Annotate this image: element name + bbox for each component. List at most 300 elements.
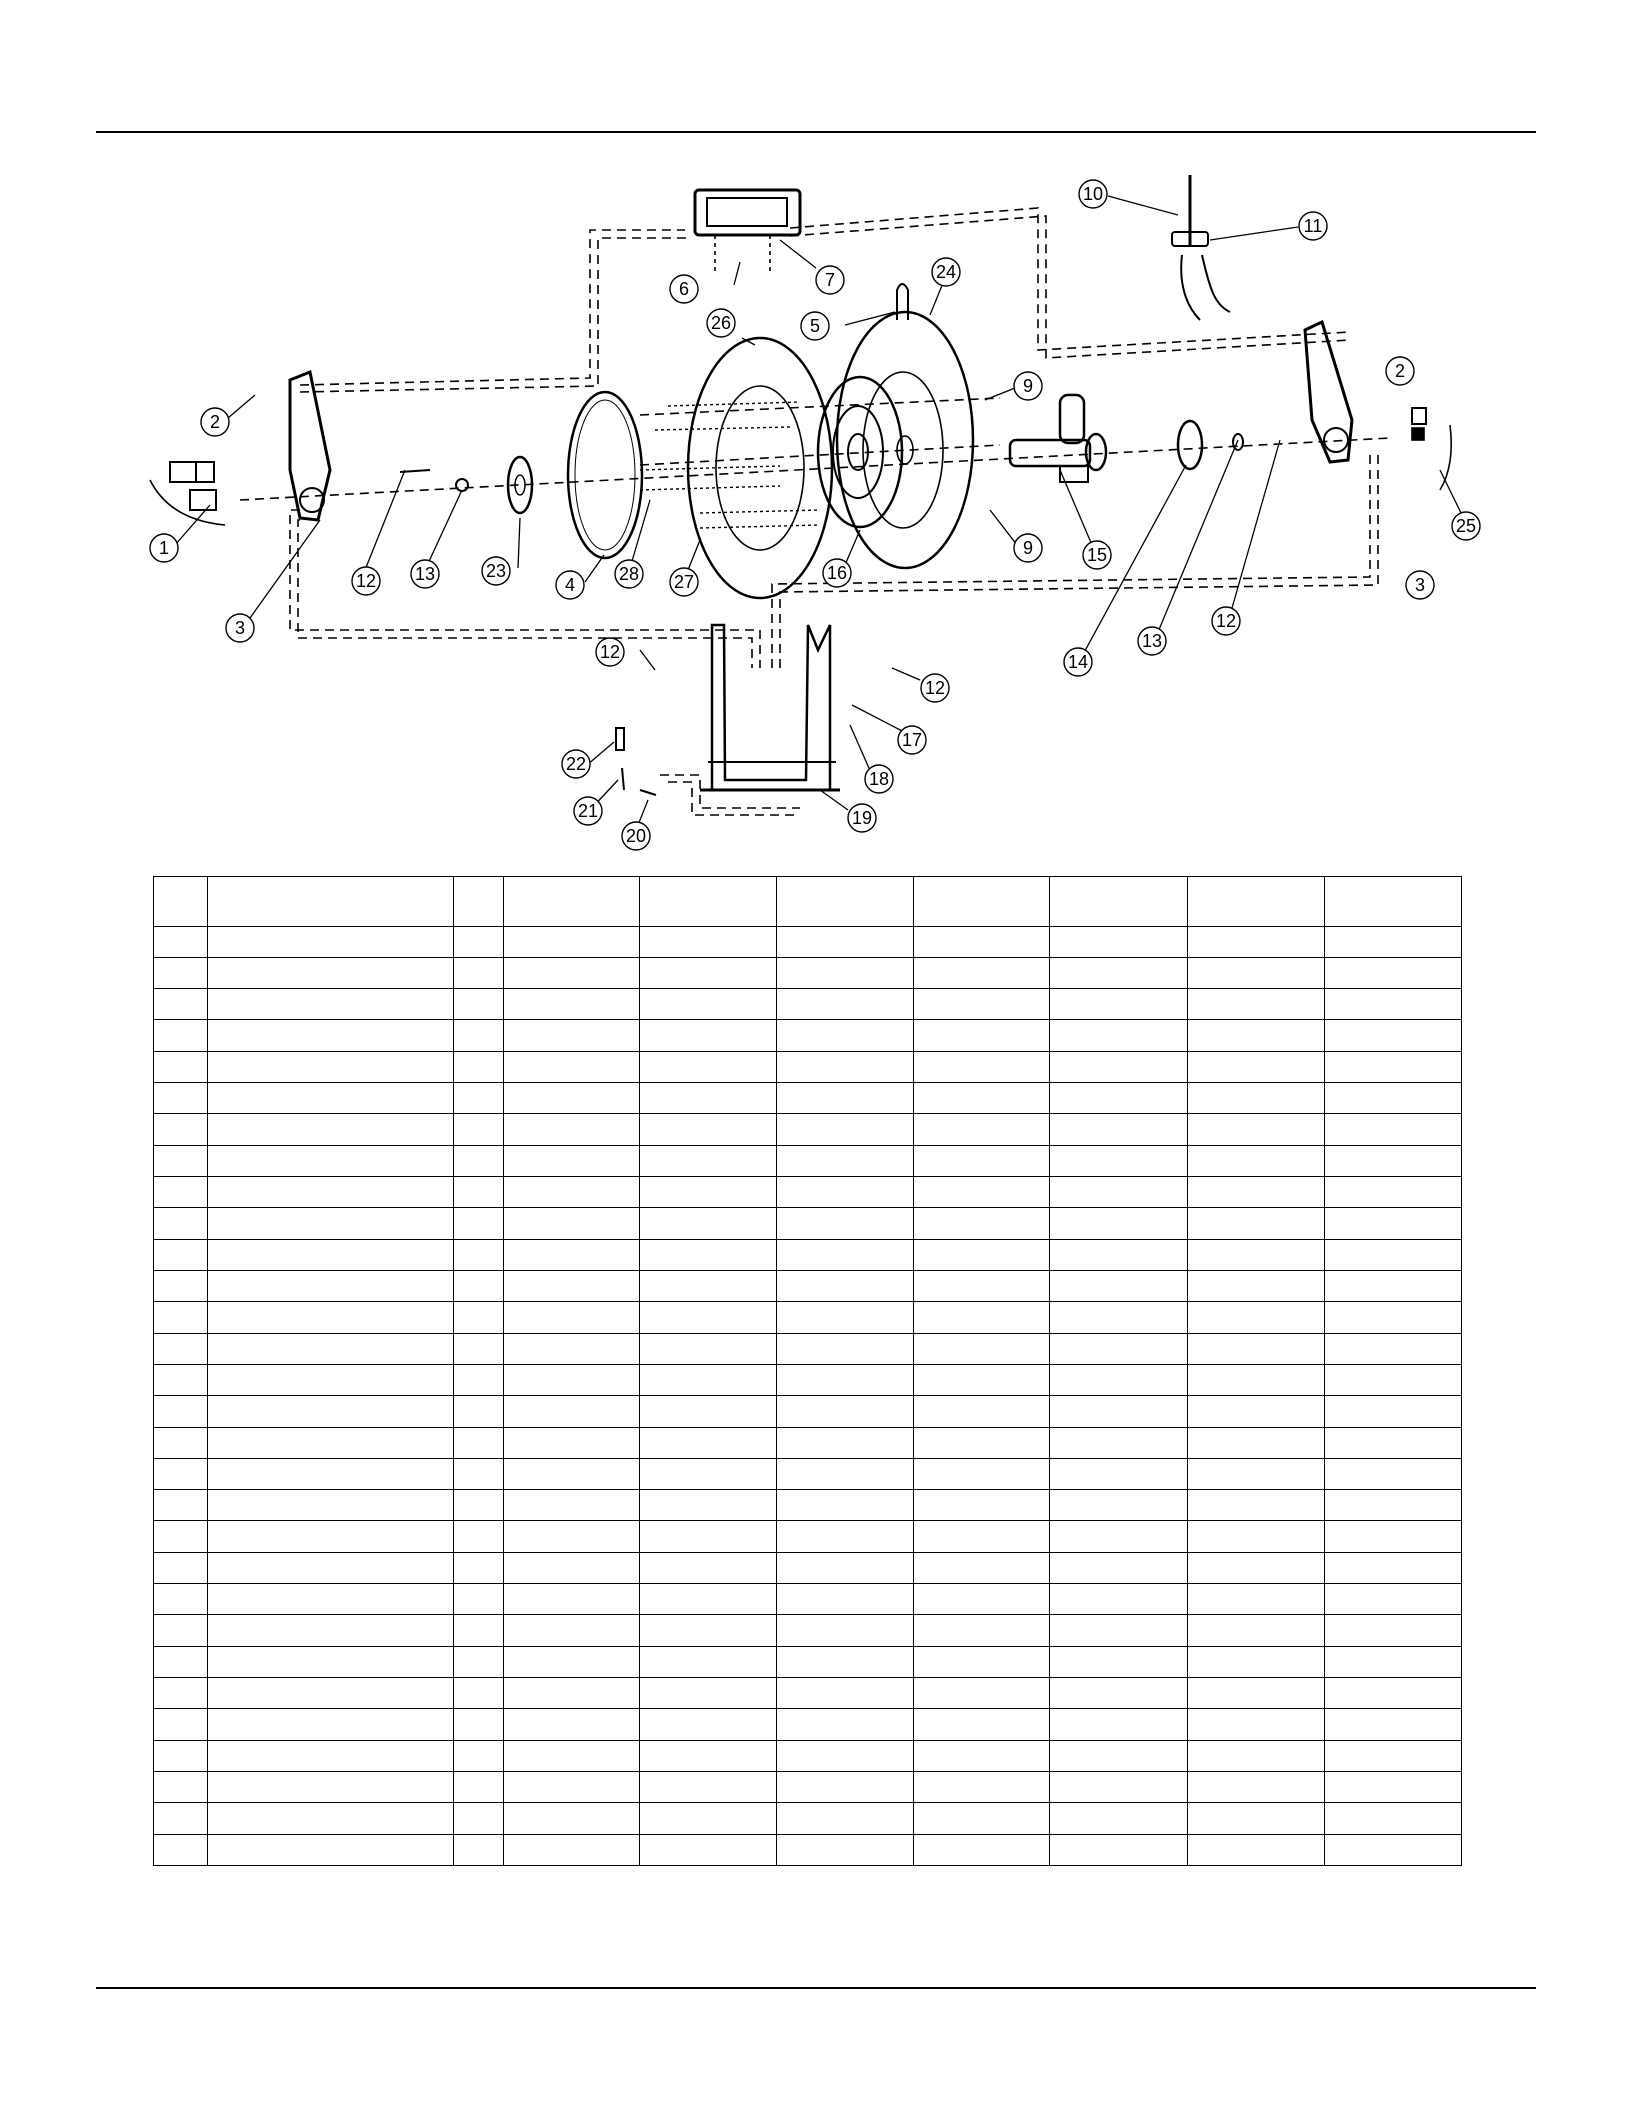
table-cell <box>454 1740 504 1771</box>
table-cell <box>454 1678 504 1709</box>
table-cell <box>777 1771 914 1802</box>
table-cell <box>1050 1270 1188 1301</box>
table-cell <box>208 1020 454 1051</box>
svg-text:28: 28 <box>618 564 640 584</box>
table-cell <box>777 1552 914 1583</box>
callout-24 <box>932 258 960 286</box>
callout-12-left <box>352 567 380 595</box>
table-cell <box>914 1333 1050 1364</box>
table-cell <box>1188 1177 1325 1208</box>
table-cell <box>640 1239 777 1270</box>
table-cell <box>640 1834 777 1865</box>
callout-7 <box>816 266 844 294</box>
table-cell <box>504 957 640 988</box>
table-cell <box>154 989 208 1020</box>
table-cell <box>1188 877 1325 927</box>
table-cell <box>1050 1521 1188 1552</box>
svg-text:24: 24 <box>935 262 957 282</box>
table-cell <box>154 1177 208 1208</box>
table-row <box>154 1364 1462 1395</box>
svg-text:12: 12 <box>355 571 377 591</box>
table-cell <box>1325 1740 1462 1771</box>
svg-text:1: 1 <box>158 538 170 558</box>
callout-10 <box>1079 180 1107 208</box>
table-row <box>154 1458 1462 1489</box>
table-cell <box>154 1771 208 1802</box>
table-cell <box>1325 1333 1462 1364</box>
table-cell <box>777 1114 914 1145</box>
table-cell <box>208 1114 454 1145</box>
svg-text:20: 20 <box>625 826 647 846</box>
table-cell <box>208 1177 454 1208</box>
table-cell <box>154 1302 208 1333</box>
table-cell <box>154 926 208 957</box>
table-cell <box>154 1396 208 1427</box>
table-cell <box>504 1521 640 1552</box>
table-cell <box>504 1020 640 1051</box>
callout-9-top <box>1014 372 1042 400</box>
table-cell <box>914 1740 1050 1771</box>
table-cell <box>154 1083 208 1114</box>
table-cell <box>454 1364 504 1395</box>
table-cell <box>208 1208 454 1239</box>
table-cell <box>208 1427 454 1458</box>
callout-27 <box>670 568 698 596</box>
table-cell <box>1325 1020 1462 1051</box>
table-row <box>154 1177 1462 1208</box>
table-cell <box>640 1145 777 1176</box>
table-cell <box>208 1771 454 1802</box>
svg-text:7: 7 <box>824 270 836 290</box>
table-cell <box>777 989 914 1020</box>
callout-23 <box>482 557 510 585</box>
table-cell <box>777 1239 914 1270</box>
table-cell <box>504 1302 640 1333</box>
table-cell <box>1188 1552 1325 1583</box>
callout-16 <box>823 559 851 587</box>
table-cell <box>640 1364 777 1395</box>
table-cell <box>1050 877 1188 927</box>
table-cell <box>777 1678 914 1709</box>
callout-26 <box>707 309 735 337</box>
table-cell <box>640 1114 777 1145</box>
table-cell <box>640 926 777 957</box>
table-cell <box>208 1239 454 1270</box>
svg-text:19: 19 <box>851 808 873 828</box>
table-cell <box>454 1145 504 1176</box>
table-row <box>154 1083 1462 1114</box>
table-cell <box>454 1615 504 1646</box>
table-cell <box>454 1083 504 1114</box>
table-row <box>154 1678 1462 1709</box>
callout-21 <box>574 797 602 825</box>
table-cell <box>454 1020 504 1051</box>
table-cell <box>640 1709 777 1740</box>
table-cell <box>1188 1490 1325 1521</box>
exploded-parts-diagram <box>0 0 1632 860</box>
callout-6 <box>670 275 698 303</box>
table-cell <box>914 926 1050 957</box>
table-cell <box>504 1771 640 1802</box>
table-cell <box>454 1302 504 1333</box>
table-cell <box>154 1458 208 1489</box>
table-cell <box>1050 1083 1188 1114</box>
svg-text:3: 3 <box>234 618 246 638</box>
table-row <box>154 1521 1462 1552</box>
table-row <box>154 1771 1462 1802</box>
table-cell <box>208 1396 454 1427</box>
table-cell <box>1050 926 1188 957</box>
table-cell <box>154 1270 208 1301</box>
table-cell <box>1325 1615 1462 1646</box>
table-cell <box>154 1427 208 1458</box>
callout-19 <box>848 804 876 832</box>
table-cell <box>208 1646 454 1677</box>
callout-22 <box>562 750 590 778</box>
table-cell <box>504 1678 640 1709</box>
callout-3-left <box>226 614 254 642</box>
table-cell <box>1188 1678 1325 1709</box>
table-cell <box>1050 1239 1188 1270</box>
callout-28 <box>615 560 643 588</box>
table-cell <box>454 1427 504 1458</box>
table-cell <box>1325 957 1462 988</box>
svg-text:2: 2 <box>1394 361 1406 381</box>
svg-text:4: 4 <box>564 575 576 595</box>
table-cell <box>208 1834 454 1865</box>
table-cell <box>777 957 914 988</box>
callout-20 <box>622 822 650 850</box>
svg-text:25: 25 <box>1455 516 1477 536</box>
table-cell <box>154 1615 208 1646</box>
table-cell <box>914 1270 1050 1301</box>
table-cell <box>914 989 1050 1020</box>
table-cell <box>504 1427 640 1458</box>
callout-13-right <box>1138 627 1166 655</box>
table-cell <box>1325 1145 1462 1176</box>
callout-25 <box>1452 512 1480 540</box>
table-cell <box>454 926 504 957</box>
svg-text:26: 26 <box>710 313 732 333</box>
svg-text:2: 2 <box>209 412 221 432</box>
table-cell <box>777 1490 914 1521</box>
table-cell <box>504 1208 640 1239</box>
table-cell <box>1325 1678 1462 1709</box>
table-cell <box>154 1020 208 1051</box>
table-cell <box>504 1615 640 1646</box>
table-cell <box>1325 877 1462 927</box>
table-cell <box>1050 1145 1188 1176</box>
table-cell <box>454 1051 504 1082</box>
table-cell <box>777 1020 914 1051</box>
table-cell <box>504 1396 640 1427</box>
table-cell <box>1188 1427 1325 1458</box>
svg-text:12: 12 <box>1215 611 1237 631</box>
table-cell <box>1188 1333 1325 1364</box>
table-cell <box>777 1427 914 1458</box>
table-cell <box>777 1615 914 1646</box>
table-cell <box>1050 1615 1188 1646</box>
table-row <box>154 1208 1462 1239</box>
table-cell <box>504 1114 640 1145</box>
table-cell <box>1188 989 1325 1020</box>
table-cell <box>208 1521 454 1552</box>
callout-13-left <box>411 560 439 588</box>
callout-2-left <box>201 408 229 436</box>
table-cell <box>1325 1208 1462 1239</box>
table-cell <box>454 1834 504 1865</box>
table-cell <box>154 1364 208 1395</box>
table-cell <box>640 989 777 1020</box>
table-cell <box>1325 1239 1462 1270</box>
table-cell <box>1325 1803 1462 1834</box>
table-cell <box>1188 1364 1325 1395</box>
table-cell <box>1325 1114 1462 1145</box>
table-cell <box>504 1051 640 1082</box>
table-cell <box>640 1458 777 1489</box>
table-cell <box>1188 1709 1325 1740</box>
table-cell <box>640 1615 777 1646</box>
table-cell <box>504 926 640 957</box>
svg-text:6: 6 <box>678 279 690 299</box>
table-cell <box>504 1270 640 1301</box>
table-cell <box>1325 1490 1462 1521</box>
table-cell <box>454 1396 504 1427</box>
table-cell <box>914 1396 1050 1427</box>
table-cell <box>504 1333 640 1364</box>
table-row <box>154 1051 1462 1082</box>
table-cell <box>777 1364 914 1395</box>
table-cell <box>208 989 454 1020</box>
svg-text:11: 11 <box>1303 216 1323 236</box>
table-cell <box>154 1521 208 1552</box>
table-cell <box>504 877 640 927</box>
table-cell <box>914 1615 1050 1646</box>
table-cell <box>1325 1646 1462 1677</box>
table-cell <box>777 926 914 957</box>
table-cell <box>1325 1771 1462 1802</box>
table-cell <box>914 1552 1050 1583</box>
table-cell <box>640 1051 777 1082</box>
table-cell <box>1050 1834 1188 1865</box>
table-cell <box>914 1427 1050 1458</box>
table-cell <box>208 1552 454 1583</box>
table-cell <box>640 1270 777 1301</box>
table-row <box>154 989 1462 1020</box>
svg-text:15: 15 <box>1086 545 1108 565</box>
table-cell <box>640 1646 777 1677</box>
table-cell <box>1050 1333 1188 1364</box>
table-row <box>154 1427 1462 1458</box>
table-cell <box>914 1678 1050 1709</box>
table-cell <box>154 1552 208 1583</box>
table-cell <box>1325 989 1462 1020</box>
table-cell <box>1050 1114 1188 1145</box>
callout-2-right <box>1386 357 1414 385</box>
table-cell <box>1050 1490 1188 1521</box>
table-cell <box>1188 1051 1325 1082</box>
table-cell <box>504 1740 640 1771</box>
table-cell <box>1188 1020 1325 1051</box>
table-cell <box>777 1396 914 1427</box>
table-cell <box>454 1709 504 1740</box>
table-cell <box>504 1646 640 1677</box>
table-cell <box>208 1364 454 1395</box>
table-cell <box>1050 1051 1188 1082</box>
table-cell <box>914 1302 1050 1333</box>
table-cell <box>640 1490 777 1521</box>
table-cell <box>1050 1584 1188 1615</box>
table-cell <box>1188 926 1325 957</box>
table-cell <box>208 1458 454 1489</box>
table-cell <box>504 1239 640 1270</box>
table-cell <box>640 1552 777 1583</box>
table-cell <box>777 1709 914 1740</box>
table-cell <box>914 1458 1050 1489</box>
table-cell <box>640 1302 777 1333</box>
table-cell <box>1188 1803 1325 1834</box>
table-cell <box>454 1490 504 1521</box>
callout-14 <box>1064 648 1092 676</box>
table-cell <box>1188 1740 1325 1771</box>
table-cell <box>208 1302 454 1333</box>
table-row <box>154 1615 1462 1646</box>
table-cell <box>504 1458 640 1489</box>
table-cell <box>154 1333 208 1364</box>
callout-9-bottom <box>1014 534 1042 562</box>
table-cell <box>1050 1427 1188 1458</box>
table-cell <box>914 1145 1050 1176</box>
table-cell <box>454 1458 504 1489</box>
table-cell <box>777 1584 914 1615</box>
table-cell <box>777 1051 914 1082</box>
table-row <box>154 1709 1462 1740</box>
table-cell <box>1325 1051 1462 1082</box>
table-cell <box>640 1020 777 1051</box>
table-cell <box>208 1083 454 1114</box>
svg-text:5: 5 <box>809 316 821 336</box>
table-row <box>154 1020 1462 1051</box>
table-cell <box>1188 1458 1325 1489</box>
table-cell <box>154 1803 208 1834</box>
table-cell <box>914 1521 1050 1552</box>
table-cell <box>640 1177 777 1208</box>
table-cell <box>914 1208 1050 1239</box>
table-cell <box>1050 1678 1188 1709</box>
table-cell <box>454 1552 504 1583</box>
callout-1 <box>150 534 178 562</box>
table-cell <box>504 1145 640 1176</box>
svg-text:9: 9 <box>1022 376 1034 396</box>
table-cell <box>640 1771 777 1802</box>
table-cell <box>1325 1709 1462 1740</box>
table-cell <box>1050 1458 1188 1489</box>
svg-text:21: 21 <box>577 801 599 821</box>
table-cell <box>504 989 640 1020</box>
table-cell <box>454 1208 504 1239</box>
svg-text:10: 10 <box>1082 184 1104 204</box>
table-row <box>154 1114 1462 1145</box>
table-cell <box>154 1834 208 1865</box>
table-cell <box>454 1803 504 1834</box>
table-cell <box>208 1584 454 1615</box>
table-cell <box>914 1771 1050 1802</box>
table-cell <box>1050 1552 1188 1583</box>
callout-4 <box>556 571 584 599</box>
table-cell <box>208 926 454 957</box>
table-cell <box>454 957 504 988</box>
table-cell <box>208 1270 454 1301</box>
table-cell <box>1188 1302 1325 1333</box>
table-row <box>154 1552 1462 1583</box>
table-cell <box>777 1083 914 1114</box>
table-cell <box>914 877 1050 927</box>
table-cell <box>777 877 914 927</box>
svg-text:18: 18 <box>868 769 890 789</box>
table-cell <box>208 957 454 988</box>
table-cell <box>454 1177 504 1208</box>
table-cell <box>640 877 777 927</box>
table-cell <box>1325 1427 1462 1458</box>
table-cell <box>914 1239 1050 1270</box>
table-cell <box>208 1145 454 1176</box>
table-cell <box>777 1803 914 1834</box>
svg-text:27: 27 <box>673 572 695 592</box>
table-row <box>154 1302 1462 1333</box>
table-cell <box>914 957 1050 988</box>
table-cell <box>454 1270 504 1301</box>
table-cell <box>1050 1177 1188 1208</box>
table-cell <box>454 1584 504 1615</box>
table-cell <box>1325 1458 1462 1489</box>
table-cell <box>454 989 504 1020</box>
table-row <box>154 1646 1462 1677</box>
callout-12-right <box>1212 607 1240 635</box>
table-cell <box>1050 1740 1188 1771</box>
table-cell <box>914 1803 1050 1834</box>
table-cell <box>1050 1020 1188 1051</box>
svg-text:13: 13 <box>1141 631 1163 651</box>
table-cell <box>1325 1083 1462 1114</box>
bottom-rule <box>96 1987 1536 1989</box>
table-cell <box>504 1490 640 1521</box>
table-cell <box>1188 1208 1325 1239</box>
table-cell <box>914 1834 1050 1865</box>
callout-12-stand-right <box>921 674 949 702</box>
table-cell <box>1325 1302 1462 1333</box>
table-row <box>154 1145 1462 1176</box>
table-header-row <box>154 877 1462 927</box>
table-cell <box>777 1177 914 1208</box>
table-cell <box>504 1552 640 1583</box>
table-cell <box>208 877 454 927</box>
table-cell <box>154 1646 208 1677</box>
table-cell <box>208 1333 454 1364</box>
table-cell <box>454 877 504 927</box>
table-cell <box>1325 1552 1462 1583</box>
table-cell <box>1050 1364 1188 1395</box>
table-cell <box>154 1114 208 1145</box>
table-cell <box>1050 989 1188 1020</box>
table-cell <box>914 1083 1050 1114</box>
table-cell <box>1050 1646 1188 1677</box>
table-cell <box>154 957 208 988</box>
table-row <box>154 957 1462 988</box>
svg-text:16: 16 <box>826 563 848 583</box>
table-cell <box>1188 1834 1325 1865</box>
table-row <box>154 926 1462 957</box>
table-cell <box>914 1364 1050 1395</box>
